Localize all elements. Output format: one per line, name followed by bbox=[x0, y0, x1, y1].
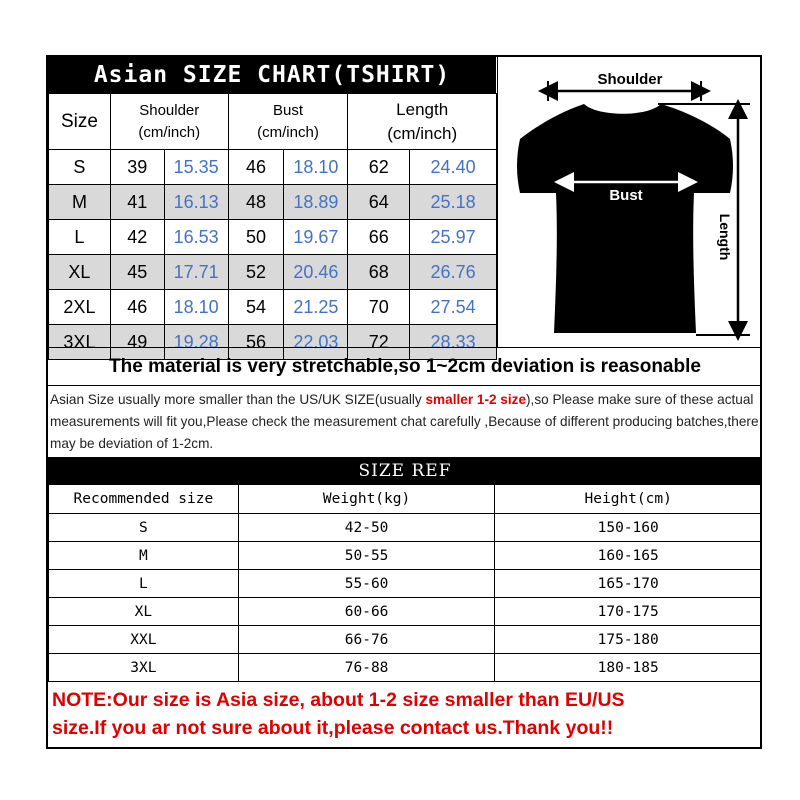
tshirt-diagram bbox=[497, 57, 762, 347]
tshirt-diagram-svg bbox=[498, 57, 762, 347]
size-chart-cell-shoulder-cm: 49 bbox=[110, 325, 164, 360]
size-chart-cell-bust-cm: 54 bbox=[228, 290, 284, 325]
size-ref-cell-size: M bbox=[49, 542, 239, 570]
asian-note-highlight: smaller 1-2 size bbox=[425, 392, 527, 407]
size-ref-row bbox=[49, 598, 762, 626]
size-chart-cell-length-cm: 62 bbox=[348, 150, 410, 185]
weight-header: Weight(kg) bbox=[238, 485, 495, 514]
size-chart-cell-bust-in: 22.03 bbox=[284, 325, 348, 360]
size-chart-row bbox=[49, 220, 497, 255]
shoulder-header-unit: (cm/inch) bbox=[138, 123, 201, 141]
size-ref-cell-weight: 76-88 bbox=[238, 654, 495, 682]
size-chart-row bbox=[49, 290, 497, 325]
size-chart-cell-length-in: 26.76 bbox=[410, 255, 497, 290]
size-ref-table bbox=[48, 484, 762, 682]
size-ref-cell-size: 3XL bbox=[49, 654, 239, 682]
size-chart-cell-shoulder-in: 18.10 bbox=[164, 290, 228, 325]
size-ref-row bbox=[49, 570, 762, 598]
size-chart-cell-size: L bbox=[49, 220, 111, 255]
length-label: Length bbox=[717, 213, 733, 261]
size-ref-cell-height: 170-175 bbox=[495, 598, 762, 626]
height-header: Height(cm) bbox=[495, 485, 762, 514]
size-chart-header-row bbox=[49, 94, 497, 150]
size-warning-line-1: NOTE:Our size is Asia size, about 1-2 size smaller than EU/US bbox=[52, 689, 625, 711]
size-ref-cell-size: XL bbox=[49, 598, 239, 626]
shoulder-header bbox=[110, 94, 228, 150]
size-chart-cell-bust-in: 18.89 bbox=[284, 185, 348, 220]
size-chart-row bbox=[49, 185, 497, 220]
asian-note-before: Asian Size usually more smaller than the US/UK SIZE(usually bbox=[50, 392, 426, 407]
size-chart-cell-bust-cm: 56 bbox=[228, 325, 284, 360]
size-warning-note bbox=[52, 686, 760, 742]
size-chart-cell-bust-in: 21.25 bbox=[284, 290, 348, 325]
size-chart-cell-length-cm: 70 bbox=[348, 290, 410, 325]
size-ref-cell-size: XXL bbox=[49, 626, 239, 654]
size-chart-cell-shoulder-cm: 45 bbox=[110, 255, 164, 290]
shoulder-label: Shoulder bbox=[597, 71, 663, 88]
size-chart-cell-size: S bbox=[49, 150, 111, 185]
size-chart-cell-shoulder-cm: 41 bbox=[110, 185, 164, 220]
length-header-unit: (cm/inch) bbox=[387, 123, 458, 143]
bust-label: Bust bbox=[609, 187, 643, 204]
tshirt-icon bbox=[517, 104, 733, 333]
size-chart-cell-bust-in: 19.67 bbox=[284, 220, 348, 255]
size-ref-title: SIZE REF bbox=[48, 457, 762, 484]
size-warning-line-2: size.If you ar not sure about it,please contact us.Thank you!! bbox=[52, 717, 614, 739]
stretch-note: The material is very stretchable,so 1~2cm deviation is reasonable bbox=[48, 347, 762, 386]
size-chart-cell-bust-cm: 46 bbox=[228, 150, 284, 185]
size-chart-cell-shoulder-in: 16.53 bbox=[164, 220, 228, 255]
size-ref-row bbox=[49, 654, 762, 682]
size-chart-cell-size: XL bbox=[49, 255, 111, 290]
size-header: Size bbox=[49, 94, 111, 150]
size-ref-cell-height: 150-160 bbox=[495, 514, 762, 542]
size-chart-cell-length-in: 27.54 bbox=[410, 290, 497, 325]
size-ref-cell-weight: 50-55 bbox=[238, 542, 495, 570]
size-chart-row bbox=[49, 150, 497, 185]
size-chart-table bbox=[48, 93, 497, 360]
size-chart-cell-shoulder-in: 17.71 bbox=[164, 255, 228, 290]
size-chart-cell-bust-cm: 52 bbox=[228, 255, 284, 290]
size-chart-cell-shoulder-in: 16.13 bbox=[164, 185, 228, 220]
size-chart-frame bbox=[46, 55, 762, 749]
size-chart-cell-length-in: 25.97 bbox=[410, 220, 497, 255]
size-chart-cell-shoulder-cm: 46 bbox=[110, 290, 164, 325]
asian-note-after: ),so Please make sure of these actual measurements will fit you,Please check the measurement chat carefully ,Because of different producing batches,there may be deviation of 1-2cm. bbox=[50, 392, 759, 451]
size-chart-cell-bust-cm: 48 bbox=[228, 185, 284, 220]
bust-header-label: Bust bbox=[272, 101, 303, 119]
asian-size-note bbox=[50, 389, 762, 455]
size-chart-cell-length-in: 28.33 bbox=[410, 325, 497, 360]
size-chart-cell-bust-in: 20.46 bbox=[284, 255, 348, 290]
shoulder-header-label: Shoulder bbox=[139, 101, 200, 119]
size-chart-cell-size: 3XL bbox=[49, 325, 111, 360]
size-ref-cell-height: 165-170 bbox=[495, 570, 762, 598]
bust-header bbox=[228, 94, 348, 150]
size-chart-cell-length-in: 25.18 bbox=[410, 185, 497, 220]
size-ref-cell-height: 175-180 bbox=[495, 626, 762, 654]
length-header bbox=[348, 94, 497, 150]
size-chart-row bbox=[49, 255, 497, 290]
size-chart-cell-length-in: 24.40 bbox=[410, 150, 497, 185]
size-ref-row bbox=[49, 626, 762, 654]
size-ref-cell-weight: 66-76 bbox=[238, 626, 495, 654]
size-chart-cell-shoulder-in: 15.35 bbox=[164, 150, 228, 185]
size-ref-row bbox=[49, 514, 762, 542]
length-header-label: Length bbox=[396, 99, 449, 119]
size-chart-cell-shoulder-cm: 42 bbox=[110, 220, 164, 255]
size-chart-cell-length-cm: 72 bbox=[348, 325, 410, 360]
bust-header-unit: (cm/inch) bbox=[257, 123, 319, 141]
size-chart-cell-length-cm: 66 bbox=[348, 220, 410, 255]
recommended-size-header: Recommended size bbox=[49, 485, 239, 514]
size-chart-cell-size: 2XL bbox=[49, 290, 111, 325]
size-chart-title: Asian SIZE CHART(TSHIRT) bbox=[48, 57, 496, 93]
size-chart-cell-length-cm: 64 bbox=[348, 185, 410, 220]
size-ref-cell-weight: 42-50 bbox=[238, 514, 495, 542]
size-ref-row bbox=[49, 542, 762, 570]
size-ref-cell-height: 180-185 bbox=[495, 654, 762, 682]
size-chart-cell-bust-cm: 50 bbox=[228, 220, 284, 255]
size-chart-cell-shoulder-in: 19.28 bbox=[164, 325, 228, 360]
size-chart-cell-length-cm: 68 bbox=[348, 255, 410, 290]
size-ref-cell-height: 160-165 bbox=[495, 542, 762, 570]
size-chart-cell-size: M bbox=[49, 185, 111, 220]
size-ref-cell-size: L bbox=[49, 570, 239, 598]
size-ref-cell-size: S bbox=[49, 514, 239, 542]
size-ref-cell-weight: 55-60 bbox=[238, 570, 495, 598]
size-chart-cell-bust-in: 18.10 bbox=[284, 150, 348, 185]
size-chart-cell-shoulder-cm: 39 bbox=[110, 150, 164, 185]
size-ref-cell-weight: 60-66 bbox=[238, 598, 495, 626]
size-ref-header-row bbox=[49, 485, 762, 514]
